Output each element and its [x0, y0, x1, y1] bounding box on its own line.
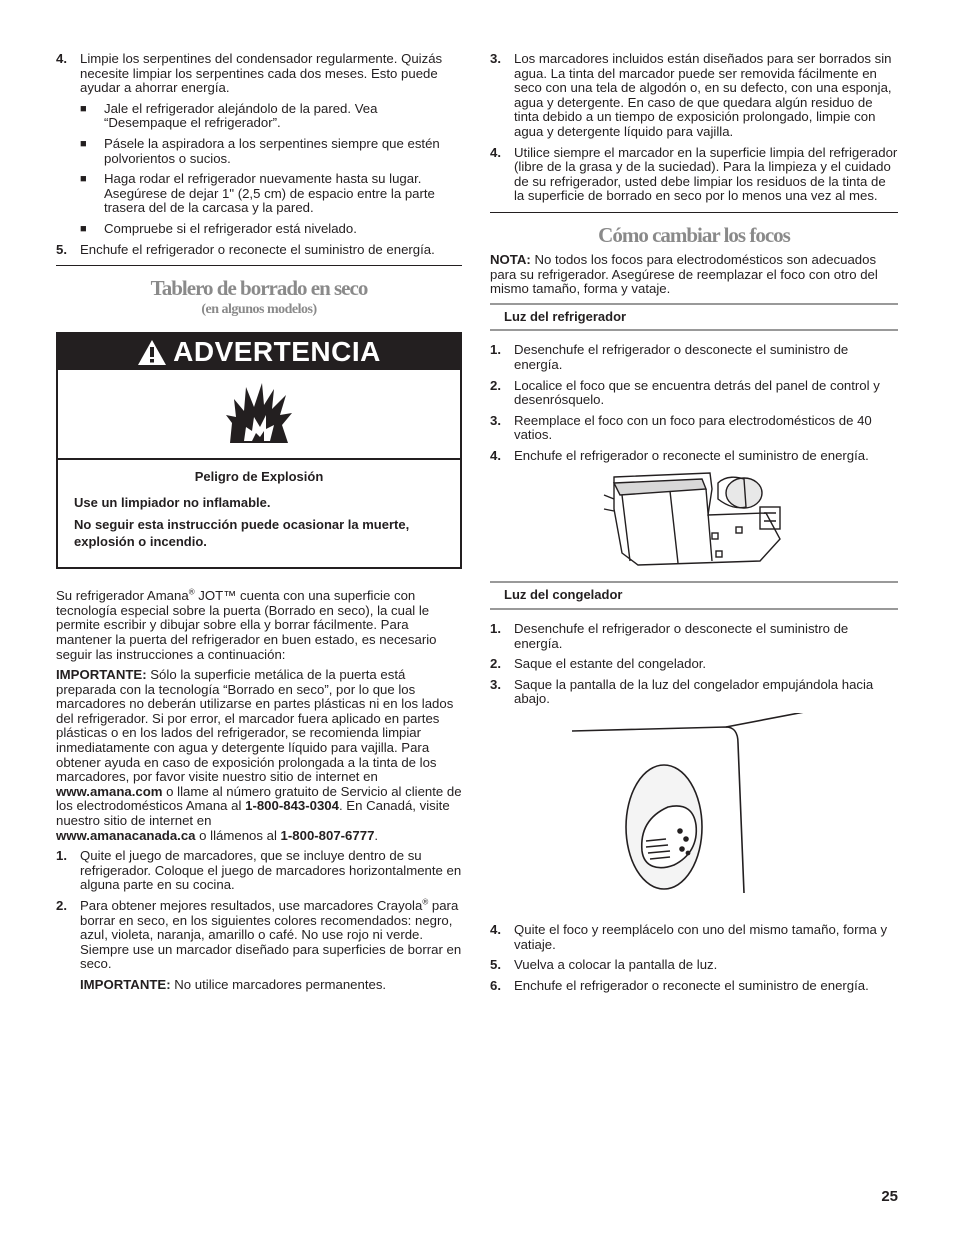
left-column: [56, 52, 462, 999]
warning-header: ADVERTENCIA: [58, 334, 460, 370]
warning-line: No seguir esta instrucción puede ocasionar la muerte, explosión o incendio.: [74, 517, 410, 550]
section-title: Tablero de borrado en seco: [150, 276, 368, 301]
list-item: ■ Pásele la aspiradora a los serpentines siempre que estén polvorientos o sucios.: [80, 135, 440, 166]
list-item: ■ Compruebe si el refrigerador está nivelado.: [80, 220, 357, 236]
right-column: [490, 52, 898, 999]
list-item: 2. Saque el estante del congelador.: [490, 656, 707, 672]
list-item: 2. Localice el foco que se encuentra detrás del panel de control y desenrósquelo.: [490, 377, 880, 408]
list-item: 3. Saque la pantalla de la luz del congelador empujándola hacia abajo.: [490, 676, 874, 707]
divider: [56, 265, 462, 266]
list-item: 4. Utilice siempre el marcador en la superficie limpia del refrigerador (libre de la grasa y de la suciedad). Para la limpieza y el cuidado de su refrigerador, usted debe limpiar los residuos de la tinta de la superficie de borrado en seco por lo menos una vez al mes.: [490, 144, 898, 204]
list-item: 2. Para obtener mejores resultados, use marcadores Crayola® para borrar en seco, en los siguientes colores recomendados: negro, azul, violeta, naranja, amarillo o café. No use rojo ni verde. Siempre use un marcador diseñado para superficies de borrar en seco. IMPORTANTE: No utilice marcadores permanentes.: [56, 897, 462, 992]
list-item: 3. Los marcadores incluidos están diseñados para ser borrados sin agua. La tinta del marcador puede ser removida fácilmente en seco con una tela de algodón o, en su defecto, con una esponja, agua y detergente. En caso de que quedara algún residuo de tinta debido a un tiempo de exposición prolongado, limpie con agua y detergente líquido para vajilla.: [490, 51, 892, 139]
note-paragraph: NOTA: No todos los focos para electrodomésticos son adecuados para su refrigerador. Asegúrese de reemplazar el foco con otro del mismo tamaño, forma y vataje.: [490, 251, 878, 297]
warning-box: [56, 332, 462, 569]
fridge-light-illustration: [490, 469, 898, 577]
divider: [490, 212, 898, 213]
warning-heading: Peligro de Explosión: [194, 469, 324, 485]
list-item: ■ Haga rodar el refrigerador nuevamente hasta su lugar. Asegúrese de dejar 1" (2,5 cm) de espacio entre la parte trasera del de la carcasa y la pared.: [80, 171, 435, 216]
list-item: 4. Limpie los serpentines del condensador regularmente. Quizás necesite limpiar los serpentines cada dos meses. Esto puede ayudar a ahorrar energía.: [56, 51, 443, 96]
freezer-light-heading: Luz del congelador: [490, 581, 898, 610]
warning-triangle-icon: [137, 339, 167, 366]
list-item: ■ Jale el refrigerador alejándolo de la pared. Vea “Desempaque el refrigerador”.: [80, 100, 378, 131]
intro-paragraph: Su refrigerador Amana® JOT™ cuenta con una superficie con tecnología especial sobre la puerta (Borrado en seco), la cual le permite escribir y dibujar sobre ella y borrar fácilmente. Para mantener la puerta del refrigerador en buen estado, es necesario seguir las instrucciones a continuación:: [56, 587, 437, 662]
list-item: 6. Enchufe el refrigerador o reconecte el suministro de energía.: [490, 977, 869, 993]
phone-number: 1-800-843-0304: [245, 798, 339, 814]
list-item: 5. Enchufe el refrigerador o reconecte el suministro de energía.: [56, 241, 435, 257]
bullet-icon: ■: [80, 222, 87, 235]
list-item: 1. Desenchufe el refrigerador o desconecte el suministro de energía.: [490, 621, 849, 651]
bullet-icon: ■: [80, 173, 87, 186]
bullet-icon: ■: [80, 137, 87, 150]
list-item: 4. Enchufe el refrigerador o reconecte el suministro de energía.: [490, 447, 869, 463]
website-link: www.amanacanada.ca: [56, 827, 196, 843]
list-item: 1. Quite el juego de marcadores, que se incluye dentro de su refrigerador. Coloque el juego de marcadores horizontalmente en alguna parte en su cocina.: [56, 848, 462, 893]
list-item: 5. Vuelva a colocar la pantalla de luz.: [490, 957, 718, 973]
list-item: 3. Reemplace el foco con un foco para electrodomésticos de 40 vatios.: [490, 412, 872, 443]
website-link: www.amana.com: [56, 783, 163, 799]
phone-number: 1-800-807-6777: [280, 827, 375, 843]
warning-line: Use un limpiador no inflamable.: [74, 495, 271, 511]
fridge-light-heading: Luz del refrigerador: [490, 303, 898, 332]
section-title: Cómo cambiar los focos: [598, 222, 790, 247]
section-subtitle: (en algunos modelos): [201, 302, 317, 318]
page-number: 25: [881, 1188, 898, 1205]
explosion-icon: [224, 381, 294, 447]
list-item: 1. Desenchufe el refrigerador o desconecte el suministro de energía.: [490, 342, 849, 372]
important-paragraph: IMPORTANTE: Sólo la superficie metálica de la puerta está preparada con la tecnología “Borrado en seco”, por lo que los marcadores no deberán utilizarse en partes plásticas ni en los lados del refrigerador. Si por error, el marcador fuera aplicado en partes plásticas o en los lados del refrigerador, se recomienda limpiar inmediatamente con agua y detergente líquido para vajilla. Para obtener ayuda en caso de exposición prolongada a la tinta de los marcadores, por favor visite nuestro sitio de internet en www.amana.com o llame al número gratuito de Servicio al cliente de los electrodomésticos Amana al 1-800-843-0304. En Canadá, visite nuestro sitio de internet en www.amanacanada.ca o llámenos al 1-800-807-6777.: [56, 667, 462, 843]
bullet-icon: ■: [80, 102, 87, 115]
freezer-light-illustration: [490, 713, 898, 913]
list-item: 4. Quite el foco y reemplácelo con uno del mismo tamaño, forma y vatiaje.: [490, 922, 888, 952]
